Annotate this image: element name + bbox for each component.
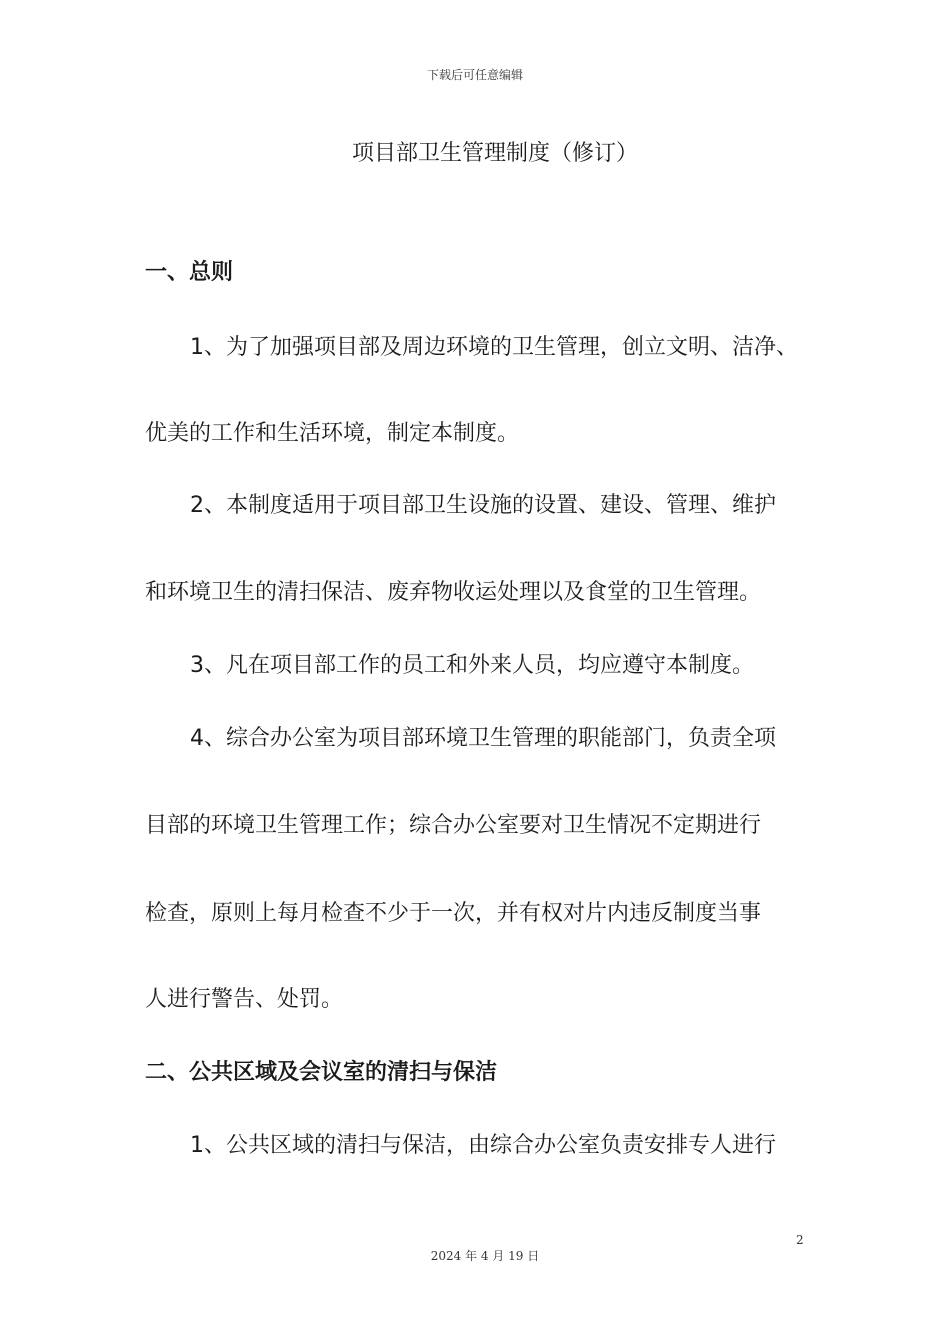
- footer-date: 2024 年 4 月 19 日: [430, 1249, 540, 1263]
- document-title: 项目部卫生管理制度（修订）: [351, 141, 638, 166]
- paragraph-line: 优美的工作和生活环境，制定本制度。: [145, 421, 520, 446]
- paragraph-line: 人进行警告、处罚。: [145, 987, 344, 1012]
- paragraph-line: 检查，原则上每月检查不少于一次，并有权对片内违反制度当事: [145, 901, 762, 926]
- section-heading: 二、公共区域及会议室的清扫与保洁: [145, 1060, 498, 1085]
- header-note: 下载后可任意编辑: [426, 68, 523, 82]
- paragraph-line: 1、为了加强项目部及周边环境的卫生管理，创立文明、洁净、: [190, 335, 798, 360]
- paragraph-line: 4、综合办公室为项目部环境卫生管理的职能部门，负责全项: [190, 726, 776, 751]
- paragraph-line: 和环境卫生的清扫保洁、废弃物收运处理以及食堂的卫生管理。: [145, 580, 762, 605]
- paragraph-line: 2、本制度适用于项目部卫生设施的设置、建设、管理、维护: [190, 493, 776, 518]
- page-number: 2: [796, 1233, 804, 1247]
- paragraph-line: 1、公共区域的清扫与保洁，由综合办公室负责安排专人进行: [190, 1133, 776, 1158]
- section-heading: 一、总则: [145, 260, 234, 285]
- paragraph-line: 目部的环境卫生管理工作；综合办公室要对卫生情况不定期进行: [145, 813, 762, 838]
- paragraph-line: 3、凡在项目部工作的员工和外来人员，均应遵守本制度。: [190, 653, 754, 678]
